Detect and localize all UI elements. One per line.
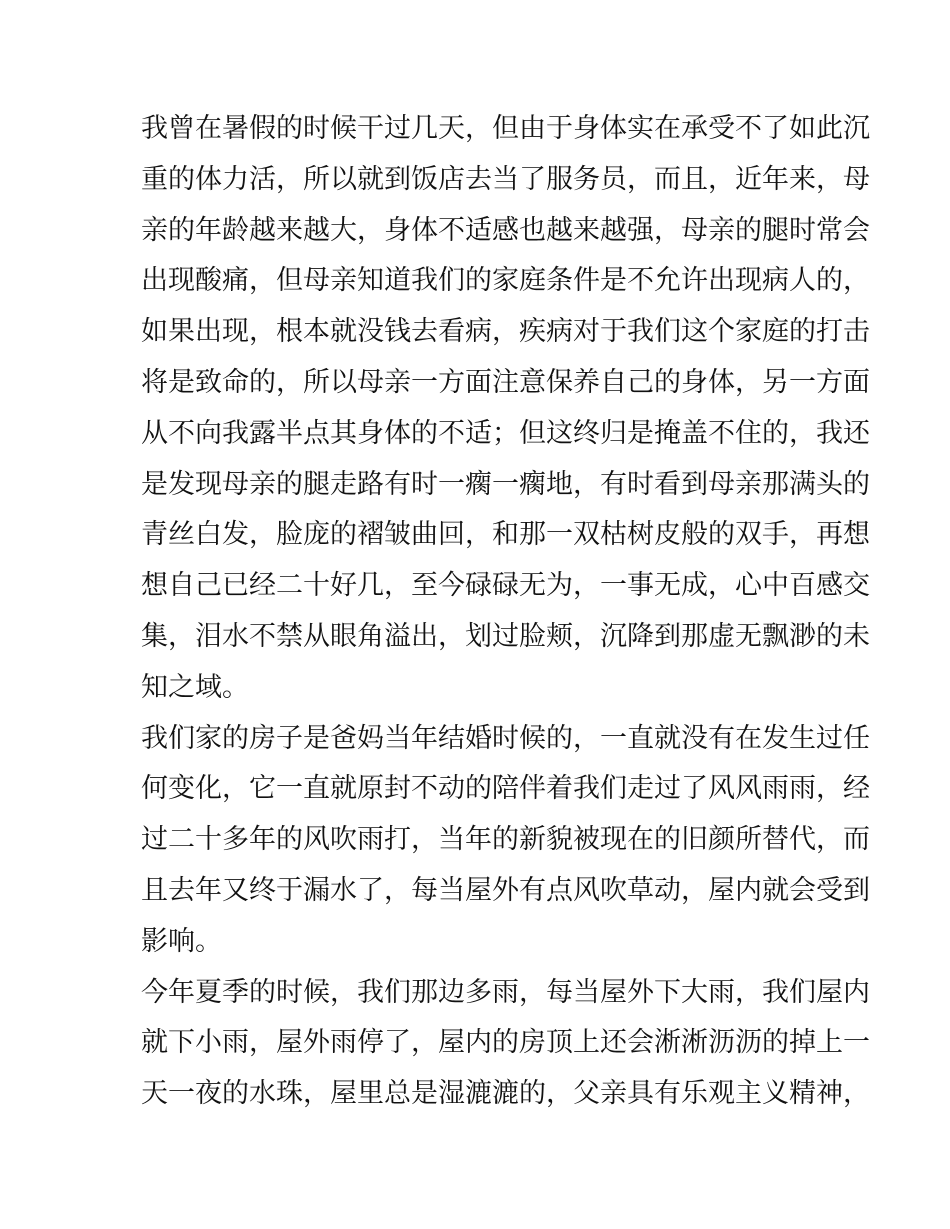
text-line-3: 亲的年龄越来越大，身体不适感也越来越强，母亲的腿时常会 bbox=[141, 214, 870, 246]
text-line-2: 重的体力活，所以就到饭店去当了服务员，而且，近年来，母 bbox=[141, 163, 870, 195]
text-line-18: 今年夏季的时候，我们那边多雨，每当屋外下大雨，我们屋内 bbox=[141, 976, 870, 1008]
text-line-9: 青丝白发，脸庞的褶皱曲回，和那一双枯树皮般的双手，再想 bbox=[141, 519, 870, 551]
text-line-6: 将是致命的，所以母亲一方面注意保养自己的身体，另一方面 bbox=[141, 366, 870, 398]
text-line-4: 出现酸痛，但母亲知道我们的家庭条件是不允许出现病人的， bbox=[141, 265, 870, 297]
text-line-13: 我们家的房子是爸妈当年结婚时候的，一直就没有在发生过任 bbox=[141, 722, 870, 754]
text-line-16: 且去年又终于漏水了，每当屋外有点风吹草动，屋内就会受到 bbox=[141, 874, 870, 906]
text-line-7: 从不向我露半点其身体的不适；但这终归是掩盖不住的，我还 bbox=[141, 417, 870, 449]
text-line-8: 是发现母亲的腿走路有时一瘸一瘸地，有时看到母亲那满头的 bbox=[141, 468, 870, 500]
text-line-1: 我曾在暑假的时候干过几天，但由于身体实在承受不了如此沉 bbox=[141, 113, 870, 144]
body-text bbox=[141, 104, 870, 1120]
text-line-10: 想自己已经二十好几，至今碌碌无为，一事无成，心中百感交 bbox=[141, 570, 870, 602]
text-line-19: 就下小雨，屋外雨停了，屋内的房顶上还会淅淅沥沥的掉上一 bbox=[141, 1027, 870, 1059]
text-line-15: 过二十多年的风吹雨打，当年的新貌被现在的旧颜所替代，而 bbox=[141, 824, 870, 856]
text-line-14: 何变化，它一直就原封不动的陪伴着我们走过了风风雨雨，经 bbox=[141, 773, 870, 805]
text-line-20: 天一夜的水珠，屋里总是湿漉漉的，父亲具有乐观主义精神， bbox=[141, 1078, 870, 1110]
text-line-5: 如果出现，根本就没钱去看病，疾病对于我们这个家庭的打击 bbox=[141, 316, 870, 348]
text-line-11: 集，泪水不禁从眼角溢出，划过脸颊，沉降到那虚无飘渺的未 bbox=[141, 620, 870, 652]
text-line-17: 影响。 bbox=[141, 925, 222, 957]
text-line-12: 知之域。 bbox=[141, 671, 249, 703]
